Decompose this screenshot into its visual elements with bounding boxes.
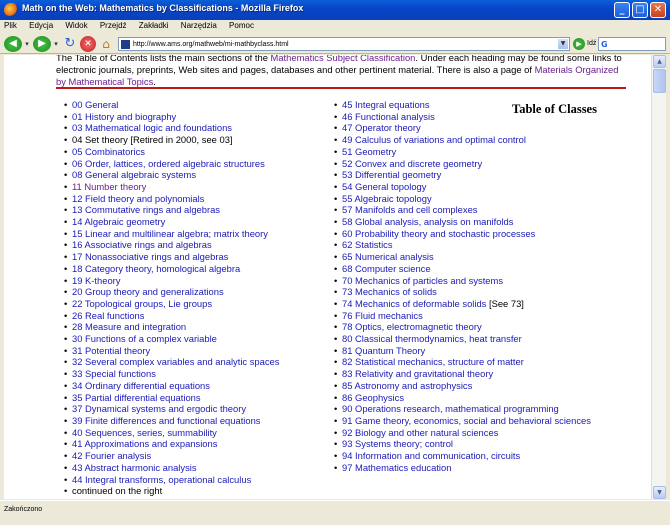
- address-bar[interactable]: [118, 37, 570, 51]
- toc-item[interactable]: [64, 216, 334, 228]
- toc-item[interactable]: [64, 239, 334, 251]
- toc-item-link[interactable]: 51 Geometry: [342, 145, 397, 157]
- toc-item[interactable]: [64, 356, 334, 368]
- toc-item[interactable]: [64, 392, 334, 404]
- toc-item[interactable]: [334, 403, 594, 415]
- toc-item[interactable]: [64, 403, 334, 415]
- toc-item[interactable]: [334, 181, 594, 193]
- toc-item-link[interactable]: 82 Statistical mechanics, structure of matter: [342, 356, 524, 368]
- intro-text-1: The Table of Contents lists the main sections of the: [56, 55, 271, 63]
- toc-item[interactable]: [64, 380, 334, 392]
- toc-item: [64, 485, 334, 497]
- forward-arrow-icon[interactable]: ▶: [33, 36, 51, 52]
- toc-item-link[interactable]: 53 Differential geometry: [342, 169, 442, 181]
- toc-item[interactable]: [334, 392, 594, 404]
- menu-bookmarks[interactable]: Zakładki: [138, 21, 169, 30]
- toc-item-link[interactable]: 15 Linear and multilinear algebra; matrix theory: [72, 227, 268, 239]
- toc-item[interactable]: [334, 427, 594, 439]
- forward-dropdown-icon[interactable]: ▾: [54, 40, 58, 48]
- toc-item[interactable]: [334, 216, 594, 228]
- msc-link[interactable]: Mathematics Subject Classification: [270, 55, 416, 63]
- toc-item-link[interactable]: 19 K-theory: [72, 274, 121, 286]
- toc-item[interactable]: [334, 415, 594, 427]
- minimize-button[interactable]: _: [614, 2, 630, 18]
- toc-item[interactable]: [334, 251, 594, 263]
- toc-item-link[interactable]: 85 Astronomy and astrophysics: [342, 379, 473, 391]
- toc-item[interactable]: [334, 263, 594, 275]
- scrollbar-thumb[interactable]: [653, 69, 666, 93]
- toc-item[interactable]: [334, 193, 594, 205]
- divider: [56, 87, 626, 89]
- toc-item[interactable]: [334, 275, 594, 287]
- toc-item[interactable]: [334, 438, 594, 450]
- toc-item-link[interactable]: 76 Fluid mechanics: [342, 309, 423, 321]
- toc-item-link[interactable]: 47 Operator theory: [342, 122, 421, 134]
- google-search-icon: G: [601, 40, 608, 49]
- toc-item-text: 04 Set theory [Retired in 2000, see 03]: [72, 134, 233, 146]
- toc-item[interactable]: [64, 321, 334, 333]
- toc-item[interactable]: [64, 286, 334, 298]
- toc-item-link[interactable]: 94 Information and communication, circuits: [342, 450, 521, 462]
- toc-item[interactable]: [64, 263, 334, 275]
- toc-item[interactable]: [64, 181, 334, 193]
- toc-item[interactable]: [334, 356, 594, 368]
- menu-go[interactable]: Przejdź: [99, 21, 127, 30]
- toc-item[interactable]: [334, 169, 594, 181]
- toc-item-link[interactable]: 40 Sequences, series, summability: [72, 426, 217, 438]
- toc-item[interactable]: [64, 427, 334, 439]
- back-dropdown-icon[interactable]: ▾: [25, 40, 29, 48]
- toc-item-link[interactable]: 16 Associative rings and algebras: [72, 239, 212, 251]
- menu-bar: [0, 20, 670, 34]
- toc-item-link[interactable]: 74 Mechanics of deformable solids: [342, 297, 487, 309]
- toc-item[interactable]: [334, 134, 594, 146]
- toc-item-link[interactable]: 91 Game theory, economics, social and behavioral sciences: [342, 414, 591, 426]
- toc-item-link[interactable]: 42 Fourier analysis: [72, 450, 152, 462]
- toc-item-link[interactable]: 68 Computer science: [342, 262, 431, 274]
- status-text: Zakończono: [4, 506, 43, 513]
- toc-item[interactable]: [64, 333, 334, 345]
- toc-item-link[interactable]: 55 Algebraic topology: [342, 192, 432, 204]
- page-content: [4, 55, 651, 499]
- toc-item-link[interactable]: 26 Real functions: [72, 309, 145, 321]
- stop-icon[interactable]: ✕: [80, 36, 96, 52]
- toc-item[interactable]: [334, 310, 594, 322]
- toc-item[interactable]: [64, 310, 334, 322]
- toc-item-link[interactable]: 78 Optics, electromagnetic theory: [342, 321, 482, 333]
- toc-item[interactable]: [334, 286, 594, 298]
- intro-text-2: . Under each heading may be found some links to electronic journals, preprints, Web sites and pages, databases and other pertinent material. There is also a page of: [56, 55, 622, 75]
- toc-item-link[interactable]: 31 Potential theory: [72, 344, 151, 356]
- toc-item-link[interactable]: 32 Several complex variables and analytic spaces: [72, 356, 280, 368]
- toc-item-link[interactable]: 08 General algebraic systems: [72, 169, 197, 181]
- toc-item-link[interactable]: 46 Functional analysis: [342, 110, 435, 122]
- materials-link[interactable]: Materials Organized by Mathematical Topics: [56, 64, 619, 87]
- toc-item[interactable]: [64, 275, 334, 287]
- toc-item-link[interactable]: 52 Convex and discrete geometry: [342, 157, 483, 169]
- toc-item-link[interactable]: 35 Partial differential equations: [72, 391, 201, 403]
- toc-item-link[interactable]: 30 Functions of a complex variable: [72, 333, 217, 345]
- toc-item[interactable]: [64, 474, 334, 486]
- toc-item[interactable]: [334, 99, 594, 111]
- vertical-scrollbar[interactable]: [651, 55, 666, 499]
- scroll-down-icon[interactable]: ▼: [653, 486, 666, 499]
- toc-item[interactable]: [64, 368, 334, 380]
- toc-item[interactable]: [334, 146, 594, 158]
- search-input[interactable]: [598, 37, 666, 51]
- toc-item-link[interactable]: 00 General: [72, 99, 119, 110]
- toc-item[interactable]: [64, 193, 334, 205]
- toc-item[interactable]: [64, 122, 334, 134]
- toc-item[interactable]: [64, 158, 334, 170]
- menu-help[interactable]: Pomoc: [229, 21, 254, 30]
- toc-item-link[interactable]: 73 Mechanics of solids: [342, 286, 437, 298]
- toc-item[interactable]: [64, 251, 334, 263]
- toc-item[interactable]: [334, 321, 594, 333]
- toc-item[interactable]: [334, 239, 594, 251]
- toc-item[interactable]: [64, 99, 334, 111]
- toc-item-link[interactable]: 49 Calculus of variations and optimal control: [342, 134, 526, 146]
- title-bar[interactable]: [0, 0, 670, 20]
- status-bar: [0, 500, 670, 525]
- back-arrow-icon[interactable]: ◀: [4, 36, 22, 52]
- toc-item-link[interactable]: 86 Geophysics: [342, 391, 405, 403]
- toc-item[interactable]: [64, 345, 334, 357]
- toc-item-link[interactable]: 80 Classical thermodynamics, heat transfer: [342, 333, 522, 345]
- url-dropdown-icon[interactable]: ▼: [558, 39, 568, 49]
- toc-item-link[interactable]: 17 Nonassociative rings and algebras: [72, 251, 229, 263]
- toc-item-link[interactable]: 60 Probability theory and stochastic processes: [342, 227, 536, 239]
- intro-text-3: .: [153, 76, 156, 87]
- firefox-icon: [4, 3, 18, 17]
- go-label[interactable]: Idź: [587, 40, 597, 47]
- scroll-up-icon[interactable]: ▲: [653, 55, 666, 68]
- toc-item-note: [See 73]: [486, 297, 524, 309]
- toc-item-link[interactable]: 65 Numerical analysis: [342, 251, 434, 263]
- home-icon[interactable]: ⌂: [102, 37, 110, 51]
- toc-item[interactable]: [64, 111, 334, 123]
- window-title: Math on the Web: Mathematics by Classifications - Mozilla Firefox: [22, 3, 304, 13]
- toc-item-link[interactable]: 13 Commutative rings and algebras: [72, 204, 220, 216]
- toc-item[interactable]: [64, 298, 334, 310]
- toc-item-link[interactable]: 81 Quantum Theory: [342, 344, 426, 356]
- toc-item[interactable]: [334, 450, 594, 462]
- toc-item[interactable]: [334, 204, 594, 216]
- toc-item[interactable]: [334, 380, 594, 392]
- toc-item[interactable]: [64, 438, 334, 450]
- toc-item-link[interactable]: 28 Measure and integration: [72, 321, 187, 333]
- toc-item-link[interactable]: 06 Order, lattices, ordered algebraic structures: [72, 157, 265, 169]
- toc-item: [64, 134, 334, 146]
- toc-item-link[interactable]: 43 Abstract harmonic analysis: [72, 461, 197, 473]
- close-button[interactable]: ✕: [650, 2, 666, 18]
- url-text[interactable]: http://www.ams.org/mathweb/mi-mathbyclass.html: [133, 41, 289, 48]
- intro-paragraph: [56, 55, 626, 88]
- toc-item[interactable]: [334, 158, 594, 170]
- toc-item-link[interactable]: 03 Mathematical logic and foundations: [72, 122, 232, 134]
- toc-item-link[interactable]: 39 Finite differences and functional equations: [72, 414, 261, 426]
- toc-item-link[interactable]: 41 Approximations and expansions: [72, 438, 218, 450]
- toc-item[interactable]: [334, 228, 594, 240]
- reload-icon[interactable]: ↻: [64, 36, 76, 51]
- toc-item-link[interactable]: 62 Statistics: [342, 239, 393, 251]
- toc-item-link[interactable]: 45 Integral equations: [342, 99, 430, 110]
- toc-item[interactable]: [334, 368, 594, 380]
- toc-item-link[interactable]: 54 General topology: [342, 180, 427, 192]
- toc-item-link[interactable]: 12 Field theory and polynomials: [72, 192, 205, 204]
- toc-item-link[interactable]: 57 Manifolds and cell complexes: [342, 204, 478, 216]
- toc-item[interactable]: [334, 298, 594, 310]
- toc-right-column: [334, 99, 594, 474]
- toc-item[interactable]: [334, 345, 594, 357]
- menu-view[interactable]: Widok: [65, 21, 88, 30]
- toc-item[interactable]: [64, 204, 334, 216]
- toc-item-text: continued on the right: [72, 485, 163, 497]
- toc-item-link[interactable]: 70 Mechanics of particles and systems: [342, 274, 504, 286]
- toc-item-link[interactable]: 92 Biology and other natural sciences: [342, 426, 499, 438]
- toc-item[interactable]: [334, 122, 594, 134]
- toc-item-link[interactable]: 34 Ordinary differential equations: [72, 379, 210, 391]
- toc-item-link[interactable]: 37 Dynamical systems and ergodic theory: [72, 403, 247, 415]
- toc-item-link[interactable]: 83 Relativity and gravitational theory: [342, 368, 494, 380]
- go-icon[interactable]: ▶: [573, 38, 585, 50]
- toc-item-link[interactable]: 33 Special functions: [72, 368, 156, 380]
- menu-file[interactable]: Plik: [4, 21, 17, 30]
- toc-item[interactable]: [64, 146, 334, 158]
- toc-item[interactable]: [64, 169, 334, 181]
- toc-item-link[interactable]: 14 Algebraic geometry: [72, 216, 166, 228]
- navigation-toolbar: [0, 34, 670, 54]
- toc-item-link[interactable]: 97 Mathematics education: [342, 461, 452, 473]
- toc-item-link[interactable]: 01 History and biography: [72, 110, 177, 122]
- menu-edit[interactable]: Edycja: [29, 21, 54, 30]
- maximize-button[interactable]: □: [632, 2, 648, 18]
- toc-item-link[interactable]: 90 Operations research, mathematical programming: [342, 403, 559, 415]
- toc-item[interactable]: [334, 462, 594, 474]
- table-of-classes-heading: Table of Classes: [512, 102, 597, 116]
- toc-item-link[interactable]: 22 Topological groups, Lie groups: [72, 297, 213, 309]
- toc-item-link[interactable]: 05 Combinatorics: [72, 145, 145, 157]
- toc-item[interactable]: [64, 450, 334, 462]
- toc-item-link[interactable]: 58 Global analysis, analysis on manifolds: [342, 216, 514, 228]
- toc-item[interactable]: [334, 111, 594, 123]
- toc-item-link[interactable]: 93 Systems theory; control: [342, 438, 453, 450]
- toc-item-link[interactable]: 11 Number theory: [72, 180, 147, 192]
- toc-item[interactable]: [64, 228, 334, 240]
- menu-tools[interactable]: Narzędzia: [180, 21, 217, 30]
- toc-item[interactable]: [64, 462, 334, 474]
- toc-item[interactable]: [64, 415, 334, 427]
- toc-item[interactable]: [334, 333, 594, 345]
- toc-item-link[interactable]: 20 Group theory and generalizations: [72, 286, 224, 298]
- toc-left-column: [64, 99, 334, 497]
- site-favicon-icon: [121, 40, 130, 49]
- toc-item-link[interactable]: 44 Integral transforms, operational calculus: [72, 473, 252, 485]
- toc-item-link[interactable]: 18 Category theory, homological algebra: [72, 262, 241, 274]
